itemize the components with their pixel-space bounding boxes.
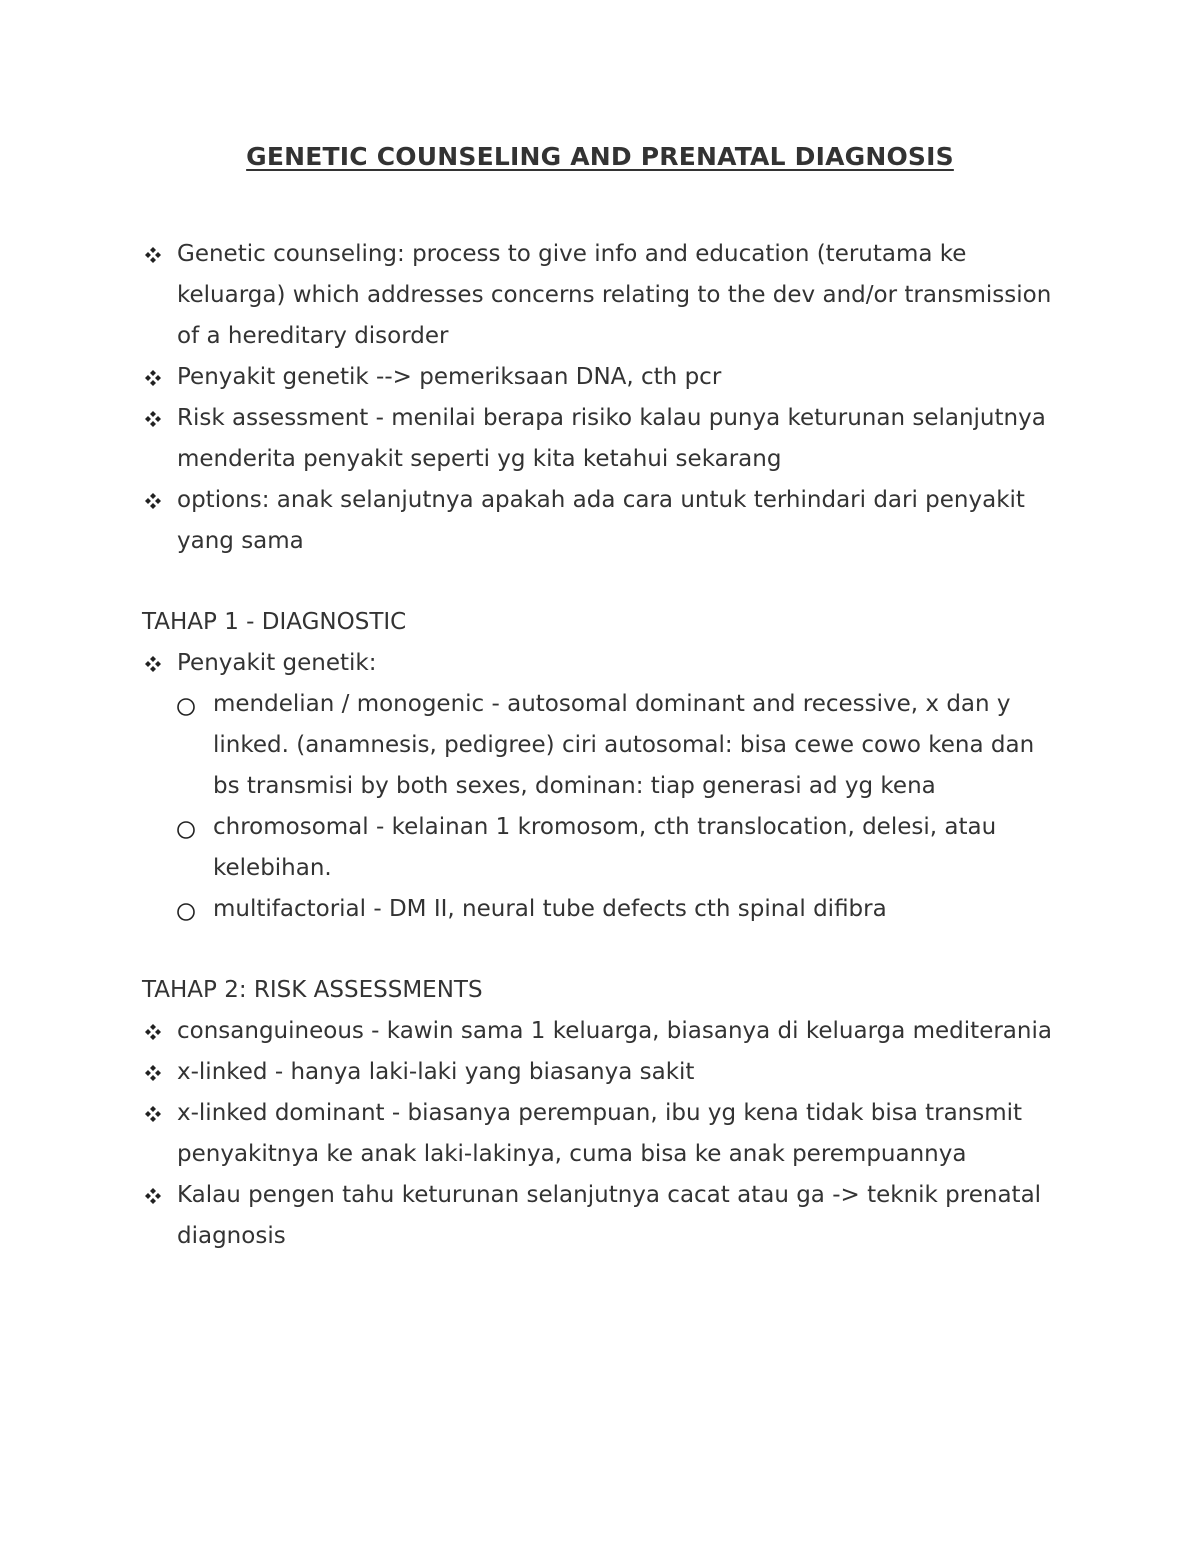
list-item-text: x-linked dominant - biasanya perempuan, ibu yg kena tidak bisa transmit penyakitnya ke anak laki-lakinya, cuma bisa ke anak perempuannya: [177, 1100, 1023, 1167]
diamond-bullet-icon: [142, 398, 166, 439]
section1-list: [0, 643, 1200, 930]
list-item: [0, 1011, 1057, 1052]
diamond-bullet-icon: [142, 1052, 166, 1093]
list-item-text: Risk assessment - menilai berapa risiko kalau punya keturunan selanjutnya menderita penyakit seperti yg kita ketahui sekarang: [177, 405, 1046, 472]
diamond-bullet-icon: [142, 1093, 166, 1134]
sub-list-item-text: mendelian / monogenic - autosomal dominant and recessive, x dan y linked. (anamnesis, pedigree) ciri autosomal: bisa cewe cowo kena dan bs transmisi by both sexes, dominan: tiap generasi ad yg kena: [213, 691, 1035, 799]
sub-list-item: [0, 807, 1063, 889]
section-heading-tahap-2: TAHAP 2: RISK ASSESSMENTS: [142, 977, 483, 1003]
circle-bullet-icon: [176, 807, 200, 848]
list-item: [0, 643, 1057, 684]
list-item-text: Kalau pengen tahu keturunan selanjutnya cacat atau ga -> teknik prenatal diagnosis: [177, 1182, 1042, 1249]
document-title: GENETIC COUNSELING AND PRENATAL DIAGNOSIS: [246, 142, 954, 171]
list-item: [0, 1052, 1057, 1093]
intro-list: [0, 234, 1200, 562]
list-item-text: x-linked - hanya laki-laki yang biasanya sakit: [177, 1059, 695, 1085]
section-heading-tahap-1: TAHAP 1 - DIAGNOSTIC: [142, 609, 407, 635]
diamond-bullet-icon: [142, 234, 166, 275]
sub-list-item-text: multifactorial - DM II, neural tube defects cth spinal difibra: [213, 896, 887, 922]
sub-list-item: [0, 889, 1063, 930]
list-item-text: consanguineous - kawin sama 1 keluarga, biasanya di keluarga mediterania: [177, 1018, 1052, 1044]
sub-list-item: [0, 684, 1063, 807]
diamond-bullet-icon: [142, 1175, 166, 1216]
sub-list-item-text: chromosomal - kelainan 1 kromosom, cth translocation, delesi, atau kelebihan.: [213, 814, 997, 881]
list-item: [0, 234, 1057, 357]
circle-bullet-icon: [176, 889, 200, 930]
list-item-text: Genetic counseling: process to give info and education (terutama ke keluarga) which addresses concerns relating to the dev and/or transmission of a hereditary disorder: [177, 241, 1052, 349]
list-item: [0, 1175, 1057, 1257]
list-item: [0, 480, 1057, 562]
list-item-text: Penyakit genetik:: [177, 650, 377, 676]
circle-bullet-icon: [176, 684, 200, 725]
diamond-bullet-icon: [142, 357, 166, 398]
section2-list: [0, 1011, 1200, 1257]
list-item: [0, 357, 1057, 398]
list-item-text: Penyakit genetik --> pemeriksaan DNA, cth pcr: [177, 364, 722, 390]
list-item: [0, 398, 1057, 480]
list-item-text: options: anak selanjutnya apakah ada cara untuk terhindari dari penyakit yang sama: [177, 487, 1025, 554]
diamond-bullet-icon: [142, 1011, 166, 1052]
list-item: [0, 1093, 1057, 1175]
diamond-bullet-icon: [142, 643, 166, 684]
diamond-bullet-icon: [142, 480, 166, 521]
